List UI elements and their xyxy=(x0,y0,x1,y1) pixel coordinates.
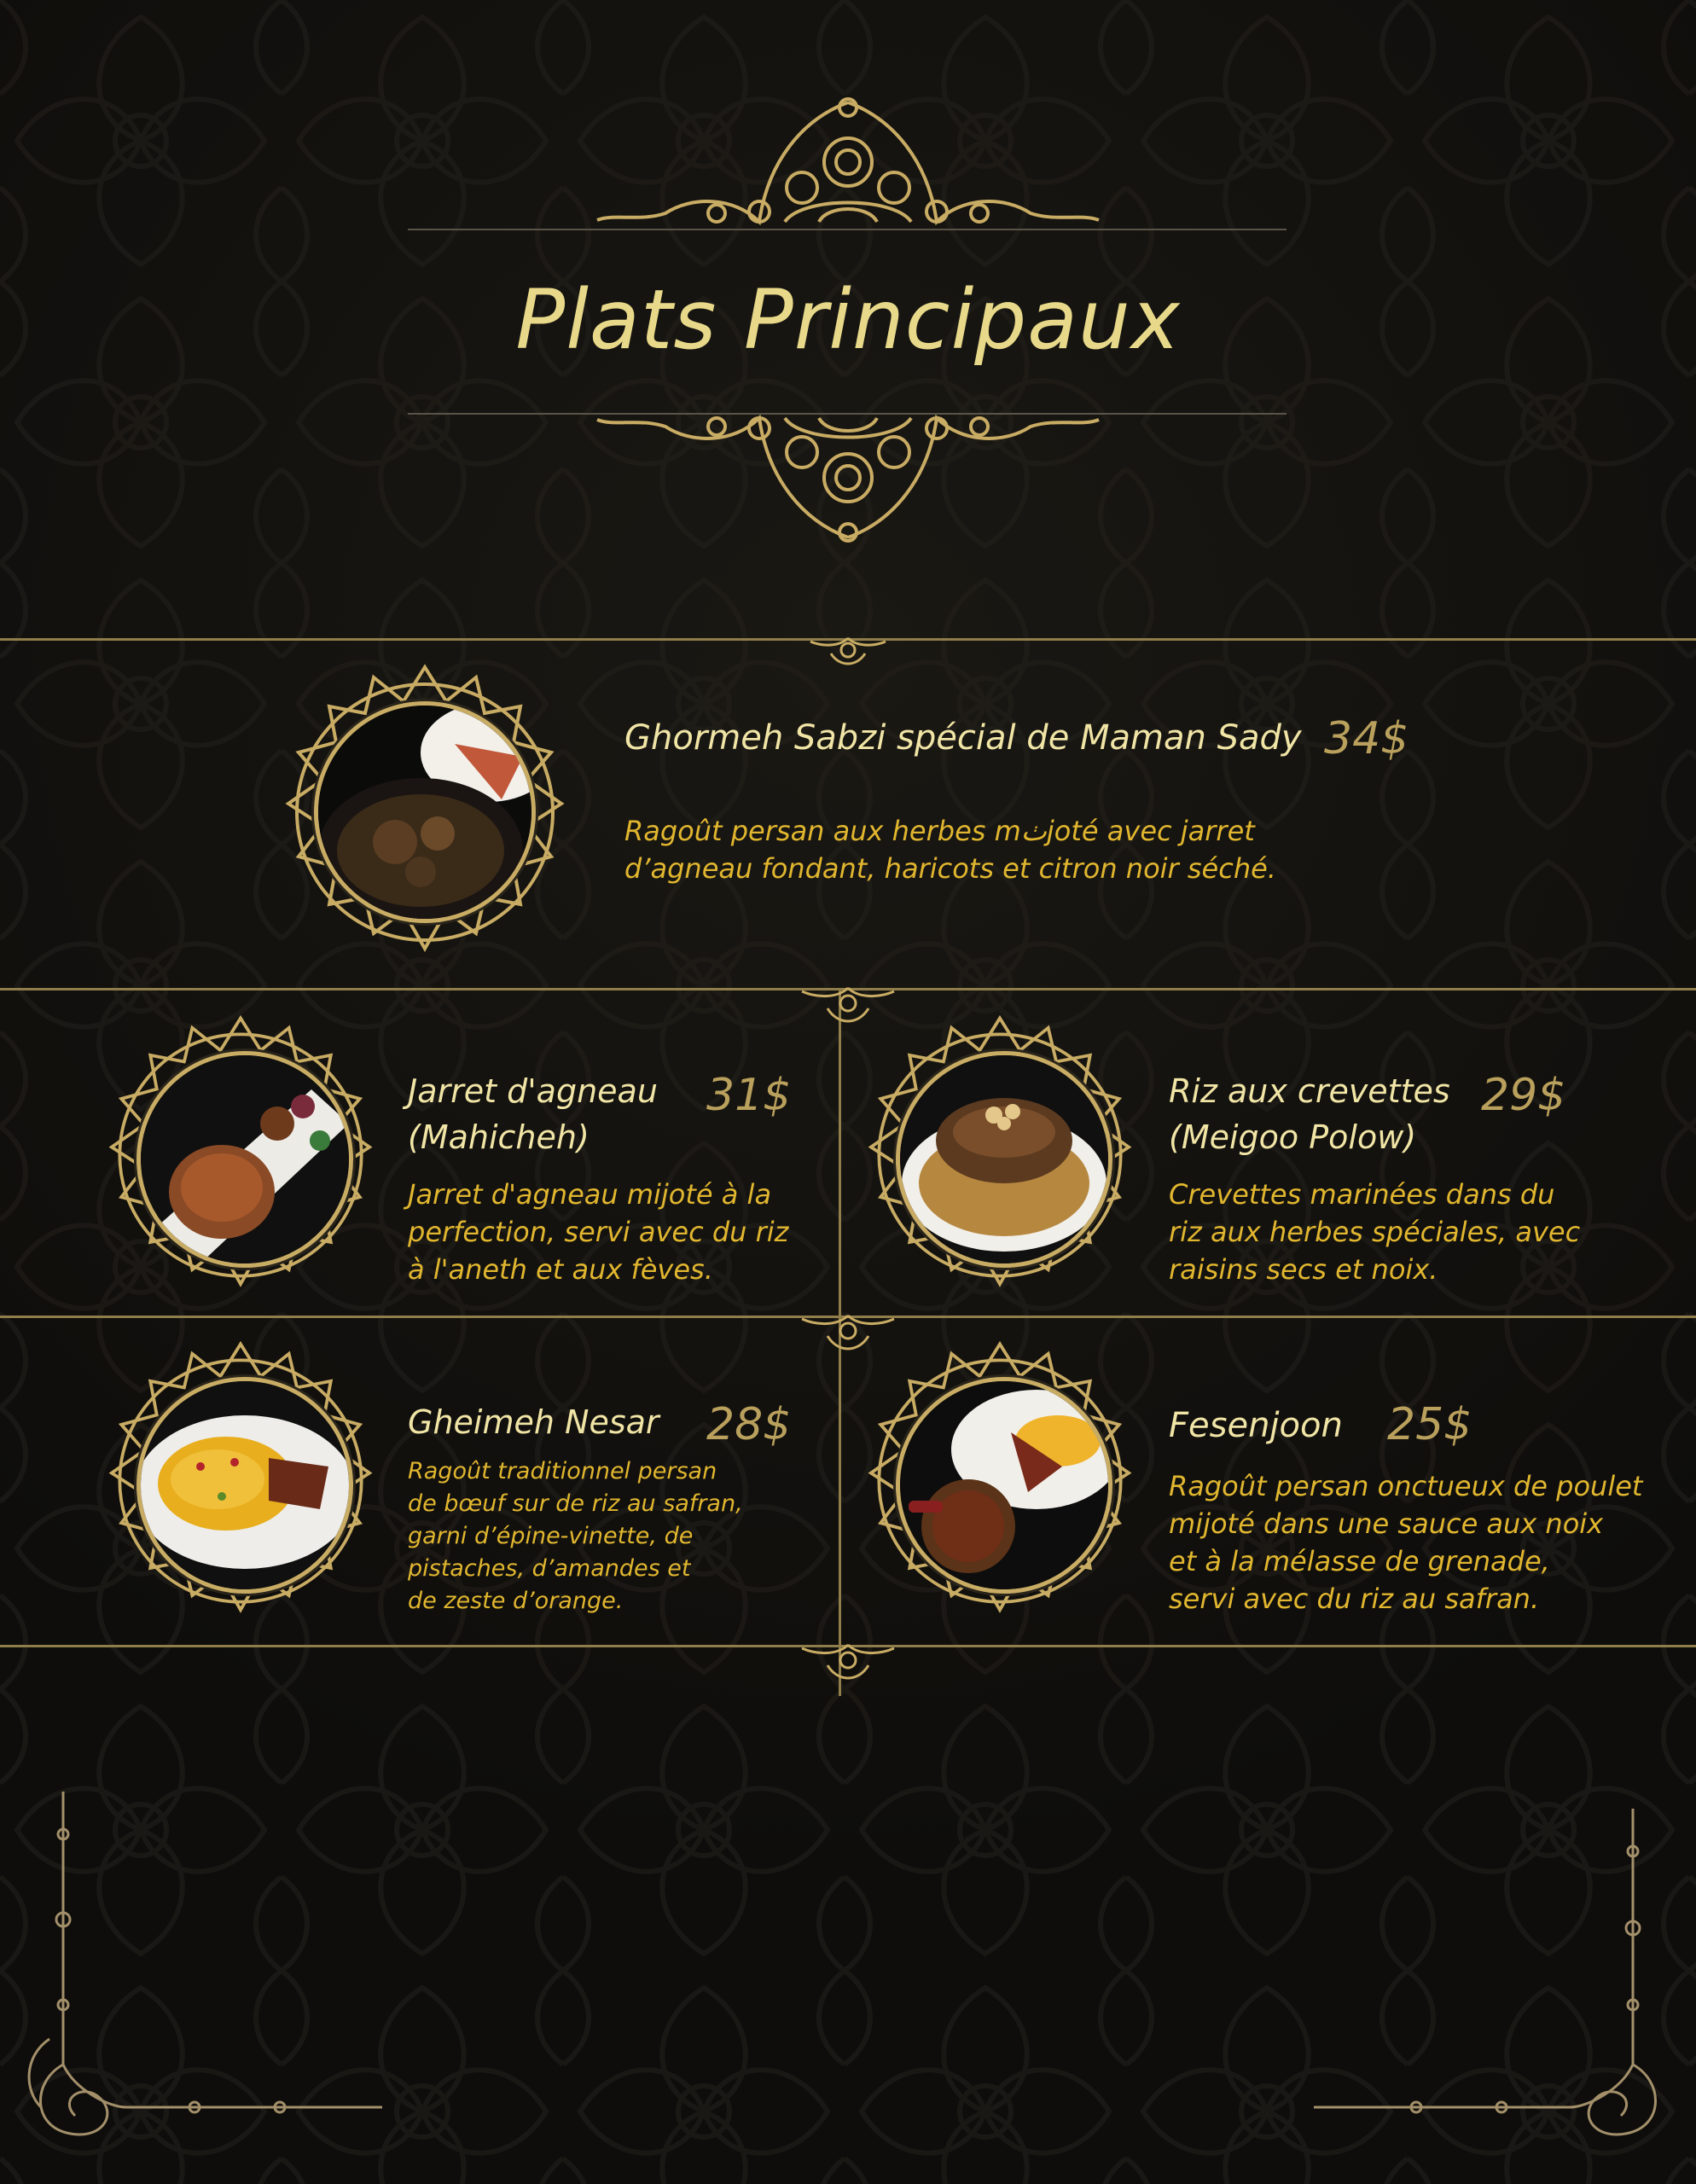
dish-price: 25$ xyxy=(1387,1399,1472,1450)
dish-photo-fesenjoon xyxy=(896,1377,1112,1594)
divider-flourish-icon xyxy=(797,1640,899,1691)
dish-price: 34$ xyxy=(1324,713,1409,764)
page-title: Plats Principaux xyxy=(515,272,1181,368)
dish-photo-jarret-dagneau xyxy=(136,1051,353,1268)
dish-name: Riz aux crevettes (Meigoo Polow) xyxy=(1169,1072,1450,1156)
dish-name: Jarret d'agneau (Mahicheh) xyxy=(408,1072,658,1156)
corner-ornament-left xyxy=(24,1783,391,2158)
dish-photo-meigoo-polow xyxy=(896,1051,1112,1268)
corner-ornament-right xyxy=(1305,1800,1672,2158)
dish-description: Jarret d'agneau mijoté à la perfection, servi avec du riz à l'aneth et aux fèves. xyxy=(408,1178,789,1286)
dish-description: Crevettes marinées dans du riz aux herbes spéciales, avec raisins secs et noix. xyxy=(1169,1178,1581,1286)
dish-price: 28$ xyxy=(706,1399,792,1450)
dish-photo-ghormeh-sabzi xyxy=(314,701,536,923)
divider-flourish-icon xyxy=(805,633,891,676)
dish-name: Fesenjoon xyxy=(1169,1406,1343,1445)
dish-name: Ghormeh Sabzi spécial de Maman Sady xyxy=(624,718,1302,758)
dish-price: 31$ xyxy=(706,1070,792,1121)
dish-price: 29$ xyxy=(1481,1070,1566,1121)
dish-description: Ragoût persan onctueux de poulet mijoté dans une sauce aux noix et à la mélasse de grenade, servi avec du riz au safran. xyxy=(1169,1470,1643,1615)
dish-photo-gheimeh-nesar xyxy=(136,1377,353,1594)
dish-name: Gheimeh Nesar xyxy=(408,1403,659,1441)
header-rule-bottom xyxy=(408,413,1287,415)
dish-description: Ragoût traditionnel persan de bœuf sur de riz au safran, garni d’épine-vinette, de pistaches, d’amandes et de zeste d’orange. xyxy=(408,1458,743,1614)
dish-description: Ragoût persan aux herbes mٺjoté avec jarret d’agneau fondant, haricots et citron noir séché. xyxy=(624,815,1276,885)
header-rule-top xyxy=(408,229,1287,230)
